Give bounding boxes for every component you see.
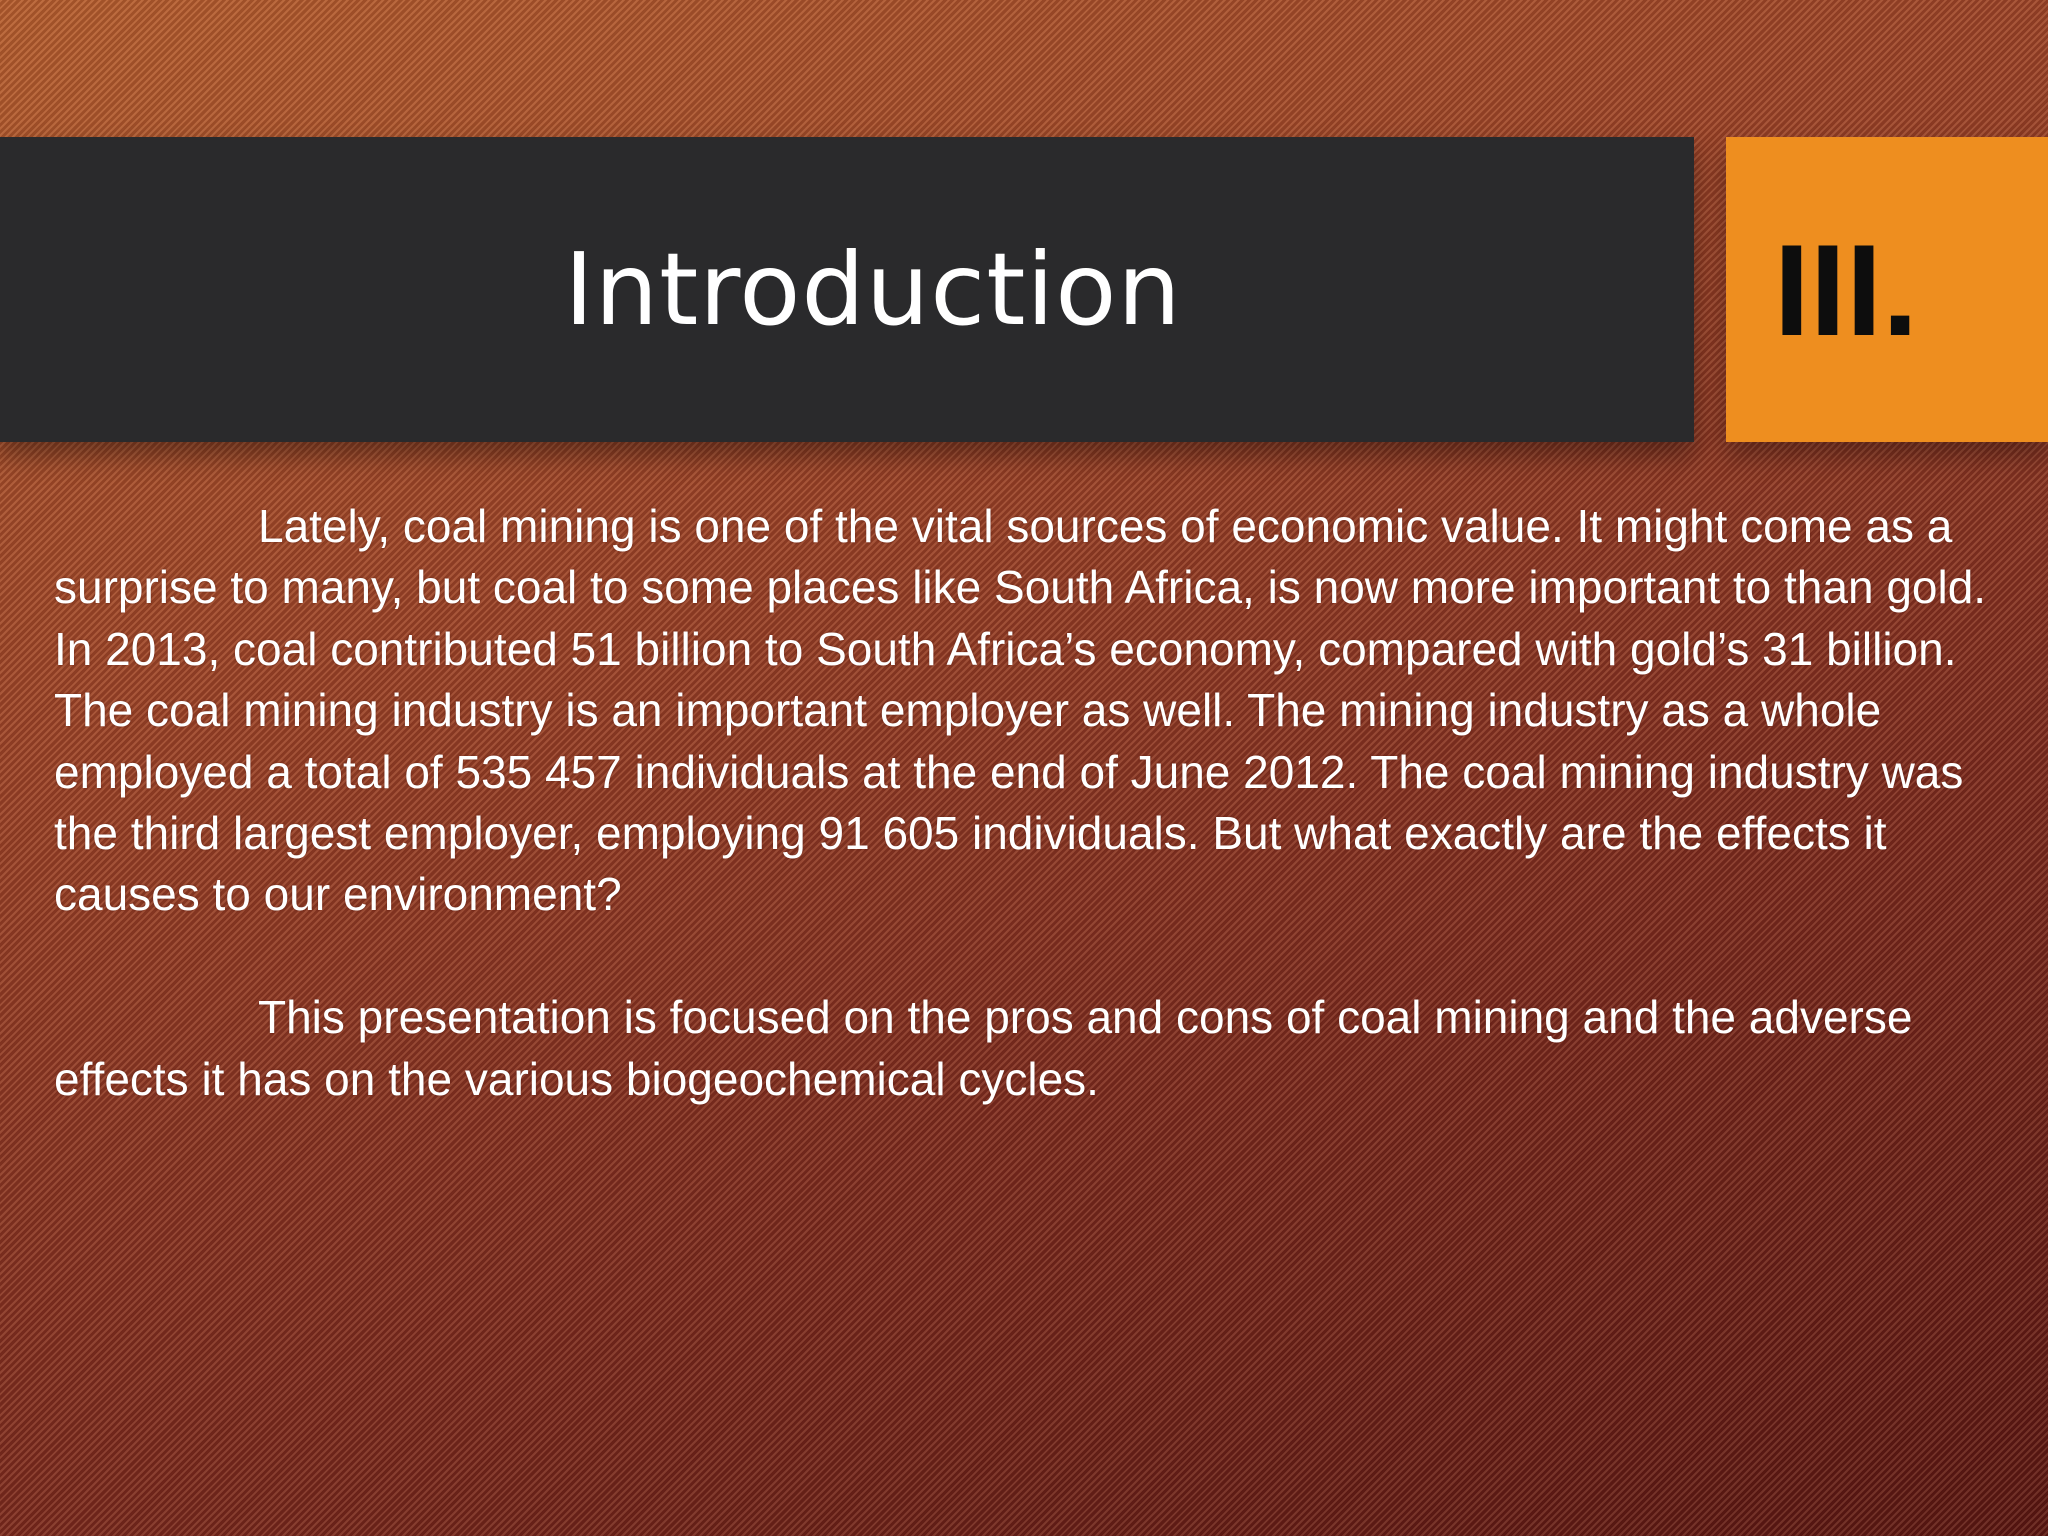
title-bar (0, 137, 1694, 442)
slide-body (54, 496, 2034, 1110)
body-paragraph-2: This presentation is focused on the pros and cons of coal mining and the adverse effects it has on the various biogeochemical cycles. (54, 991, 1913, 1105)
section-number-box (1726, 137, 2048, 442)
section-number: III. (1773, 216, 1919, 363)
slide-title: Introduction (564, 231, 1182, 348)
body-paragraph-1: Lately, coal mining is one of the vital sources of economic value. It might come as a surprise to many, but coal to some places like South Africa, is now more important to than gold. In 2013, coal contributed 51 billion to South Africa’s economy, compared with gold’s 31 billion. The coal mining industry is an important employer as well. The mining industry as a whole employed a total of 535 457 individuals at the end of June 2012. The coal mining industry was the third largest employer, employing 91 605 individuals. But what exactly are the effects it causes to our environment? (54, 500, 1987, 921)
